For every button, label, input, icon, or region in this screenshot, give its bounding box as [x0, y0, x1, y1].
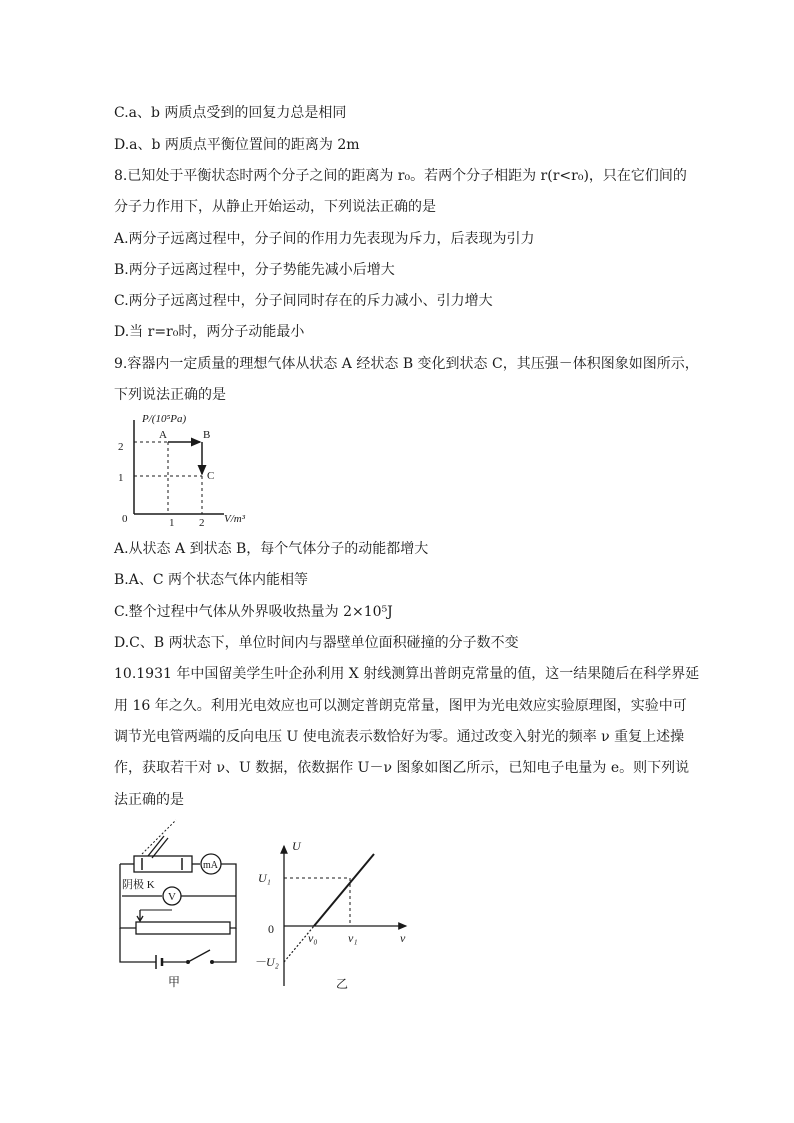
pv-y-tick-1: 1 [118, 472, 124, 484]
question-9-stem-line1: 9.容器内一定质量的理想气体从状态 A 经状态 B 变化到状态 C，其压强－体积图象如图所示， [114, 356, 699, 372]
pv-point-a-label: A [159, 429, 167, 441]
u-nu-graph [254, 836, 416, 996]
option-b-q8: B.两分子远离过程中，分子势能先减小后增大 [114, 262, 395, 278]
pv-y-axis-label: P/(10⁵Pa) [142, 413, 187, 425]
circuit-diagram [112, 814, 252, 990]
question-10-stem-line2: 用 16 年之久。利用光电效应也可以测定普朗克常量，图甲为光电效应实验原理图，实验中可 [114, 698, 687, 714]
uv-nu1-label: ν₁ [348, 931, 358, 945]
pv-origin-label: 0 [122, 513, 128, 525]
uv-u2-label: －U₂ [254, 955, 279, 969]
pv-y-tick-2: 2 [118, 441, 124, 453]
question-8-stem-line2: 分子力作用下，从静止开始运动，下列说法正确的是 [114, 199, 436, 215]
ammeter-label: mA [203, 860, 218, 871]
question-10-stem-line1: 10.1931 年中国留美学生叶企孙利用 X 射线测算出普朗克常量的值，这一结果随后在科学界延 [114, 666, 700, 682]
cathode-label: 阴极 K [122, 879, 155, 891]
uv-data-line [314, 854, 374, 926]
option-d-q9: D.C、B 两状态下，单位时间内与器壁单位面积碰撞的分子数不变 [114, 635, 519, 651]
voltmeter-label: V [168, 891, 176, 903]
uv-y-axis-label: U [292, 839, 301, 853]
rheostat-icon [136, 922, 230, 934]
pv-graph [112, 404, 262, 532]
question-10-stem-line3: 调节光电管两端的反向电压 U 使电流表示数恰好为零。通过改变入射光的频率 ν 重复上述操 [114, 729, 685, 745]
pv-x-axis-label: V/m³ [224, 513, 246, 525]
option-c-q7: C.a、b 两质点受到的回复力总是相同 [114, 105, 347, 121]
pv-point-c-label: C [207, 470, 215, 482]
uv-origin-label: 0 [268, 922, 274, 936]
switch-icon [188, 950, 210, 962]
question-9-stem-line2: 下列说法正确的是 [114, 387, 226, 403]
uv-u1-label: U₁ [258, 871, 271, 885]
uv-nu0-label: ν₀ [308, 931, 318, 945]
option-c-q8: C.两分子远离过程中，分子间同时存在的斥力减小、引力增大 [114, 293, 493, 309]
question-8-stem-line1: 8.已知处于平衡状态时两个分子之间的距离为 r₀。若两个分子相距为 r(r<r₀)，只在它们间的 [114, 168, 687, 184]
option-d-q8: D.当 r=r₀时，两分子动能最小 [114, 324, 305, 340]
option-c-q9: C.整个过程中气体从外界吸收热量为 2×10⁵J [114, 604, 393, 620]
uv-caption: 乙 [336, 977, 349, 991]
option-b-q9: B.A、C 两个状态气体内能相等 [114, 572, 309, 588]
option-a-q9: A.从状态 A 到状态 B，每个气体分子的动能都增大 [114, 541, 429, 557]
option-a-q8: A.两分子远离过程中，分子间的作用力先表现为斥力，后表现为引力 [114, 231, 535, 247]
pv-point-b-label: B [203, 429, 211, 441]
question-10-stem-line4: 作，获取若干对 ν、U 数据，依数据作 U－ν 图象如图乙所示，已知电子电量为 e。则下列说 [114, 760, 690, 776]
question-10-stem-line5: 法正确的是 [114, 792, 184, 808]
pv-x-tick-2: 2 [199, 517, 205, 529]
uv-x-axis-label: ν [400, 931, 406, 945]
option-d-q7: D.a、b 两质点平衡位置间的距离为 2m [114, 137, 360, 153]
circuit-caption: 甲 [168, 975, 181, 989]
pv-x-tick-1: 1 [169, 517, 175, 529]
